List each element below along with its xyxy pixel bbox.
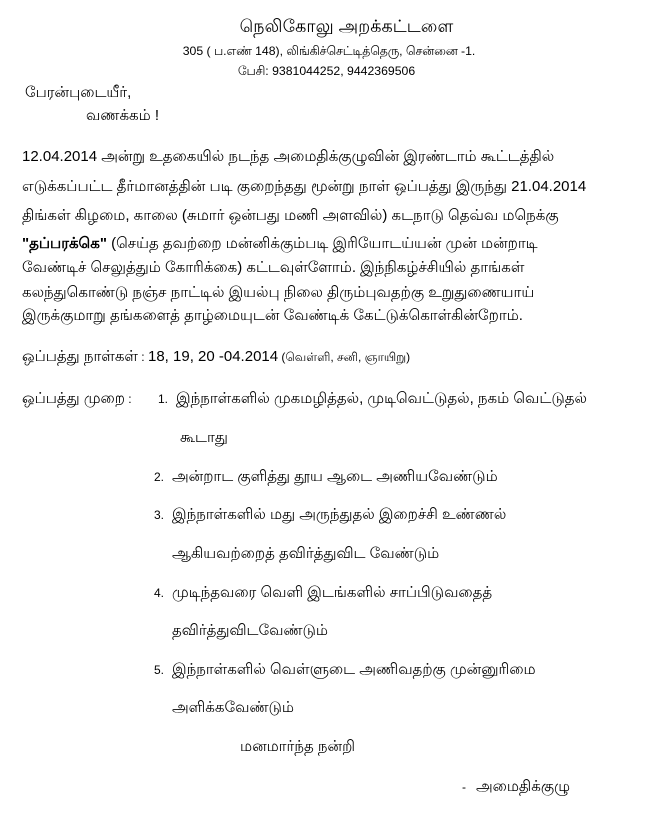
- rule-number: 5.: [154, 663, 165, 677]
- salutation-line2: வணக்கம் !: [86, 107, 160, 124]
- dates-label: ஒப்பத்து நாள்கள்: [22, 348, 138, 365]
- paragraph-line-1: 12.04.2014 அன்று உதகையில் நடந்த அமைதிக்குழுவின் இரண்டாம் கூட்டத்தில்: [22, 148, 555, 165]
- phone-label: பேசி:: [237, 64, 269, 78]
- signature-dash: -: [462, 780, 466, 794]
- paragraph-line-7: இருக்குமாறு தங்களைத் தாழ்மையுடன் வேண்டிக் கேட்டுக்கொள்கின்றோம்.: [22, 307, 523, 324]
- signature-line: [462, 778, 570, 797]
- rule-item-2: [154, 468, 498, 487]
- paragraph-line-2: எடுக்கப்பட்ட தீர்மானத்தின் படி குறைந்தது மூன்று நாள் ஒப்பத்து இருந்து 21.04.2014: [22, 178, 587, 195]
- rule-item-3: [154, 506, 506, 525]
- rule-text: முடிந்தவரை வெளி இடங்களில் சாப்பிடுவதைத்: [172, 584, 493, 601]
- rule-item-1: [158, 390, 587, 409]
- rules-colon: :: [124, 392, 132, 406]
- dates-line: [22, 348, 410, 367]
- rules-label-line: [22, 390, 132, 409]
- paragraph-line-4: [22, 235, 638, 254]
- rule-item-4: [154, 584, 492, 603]
- rule-item-5-cont: அளிக்கவேண்டும்: [172, 699, 294, 716]
- rule-item-3-cont: ஆகியவற்றைத் தவிர்த்துவிட வேண்டும்: [172, 545, 440, 562]
- letterhead-title: நெலிகோலு அறக்கட்டளை: [239, 16, 454, 36]
- rule-number: 2.: [154, 470, 165, 484]
- rule-item-5: [154, 661, 536, 680]
- thapparakke-term: "தப்பரக்கெ": [22, 235, 107, 252]
- paragraph-line-5: வேண்டிச் செலுத்தும் கோரிக்கை) கட்டவுள்ளோம். இந்நிகழ்ச்சியில் தாங்கள்: [22, 259, 525, 276]
- rule-text: அன்றாட குளித்து தூய ஆடை அணியவேண்டும்: [172, 468, 498, 485]
- rule-number: 1.: [158, 392, 169, 406]
- letterhead-phone: [0, 64, 653, 80]
- rules-label: ஒப்பத்து முறை: [22, 390, 125, 407]
- signature: அமைதிக்குழு: [476, 778, 571, 795]
- dates-value: 18, 19, 20 -04.2014: [147, 348, 279, 365]
- paragraph-line-3: திங்கள் கிழமை, காலை (சுமார் ஒன்பது மணி அளவில்) கடநாடு தெவ்வ மநெக்கு: [22, 207, 559, 224]
- salutation-line1: பேரன்புடையீர்,: [25, 84, 132, 101]
- rule-item-4-cont: தவிர்த்துவிடவேண்டும்: [172, 622, 329, 639]
- rule-text: இந்நாள்களில் முகமழித்தல், முடிவெட்டுதல், நகம் வெட்டுதல்: [176, 390, 587, 407]
- rule-text: இந்நாள்களில் மது அருந்துதல் இறைச்சி உண்ணல்: [172, 506, 507, 523]
- rule-number: 3.: [154, 508, 165, 522]
- phone-numbers: 9381044252, 9442369506: [268, 64, 416, 78]
- dates-colon: :: [137, 350, 148, 364]
- rule-number: 4.: [154, 586, 165, 600]
- closing-thanks: மனமார்ந்த நன்றி: [240, 738, 355, 755]
- paragraph-line-6: கலந்துகொண்டு நஞ்ச நாட்டில் இயல்பு நிலை திரும்புவதற்கு உறுதுணையாய்: [22, 284, 535, 301]
- rule-text: இந்நாள்களில் வெள்ளுடை அணிவதற்கு முன்னுரிமை: [172, 661, 536, 678]
- rule-item-1-cont: கூடாது: [180, 429, 228, 446]
- dates-days: (வெள்ளி, சனி, ஞாயிறு): [278, 350, 411, 364]
- paragraph-line-4-rest: (செய்த தவற்றை மன்னிக்கும்படி இரியோடய்யன் முன் மன்றாடி: [106, 235, 538, 252]
- letterhead-address: 305 ( ப.எண் 148), லிங்கிச்செட்டித்தெரு, சென்னை -1.: [182, 44, 476, 58]
